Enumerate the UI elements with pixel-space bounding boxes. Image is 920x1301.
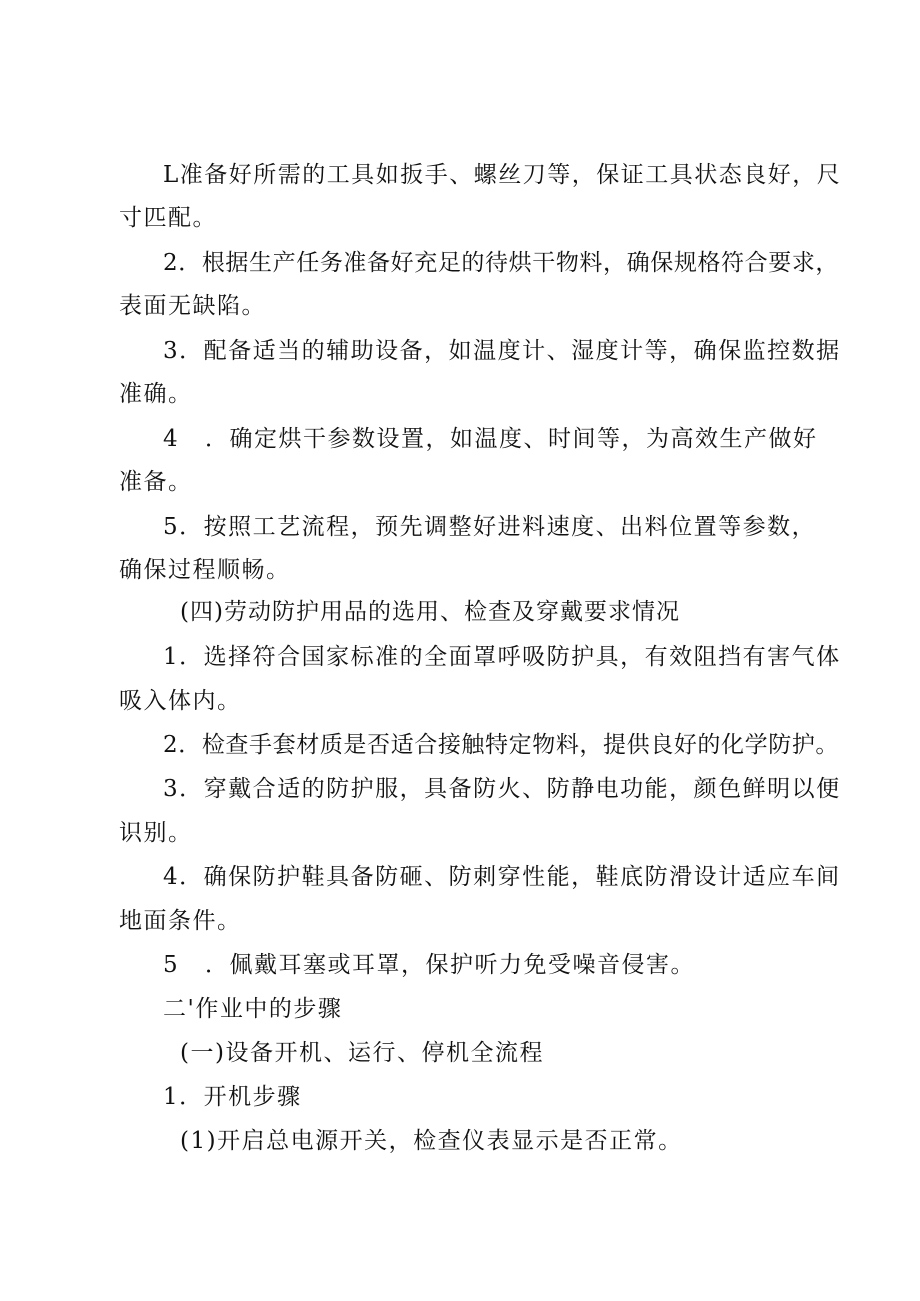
paragraph-line: 准备。 (119, 469, 193, 495)
paragraph-line: 1．开机步骤 (163, 1084, 302, 1110)
paragraph-line: 准确。 (119, 381, 193, 407)
paragraph-number: 4 (163, 426, 180, 452)
paragraph-line: 寸匹配。 (119, 205, 217, 231)
paragraph-line: 识别。 (119, 820, 193, 846)
paragraph-line: 表面无缺陷。 (119, 293, 266, 319)
paragraph-line: 确保过程顺畅。 (119, 557, 291, 583)
paragraph-line: 2．检查手套材质是否适合接触特定物料，提供良好的化学防护。 (163, 732, 840, 758)
section-heading: (四)劳动防护用品的选用、检查及穿戴要求情况 (180, 599, 680, 625)
paragraph-line: 1．选择符合国家标准的全面罩呼吸防护具，有效阻挡有害气体 (163, 644, 841, 670)
paragraph-line: 3．配备适当的辅助设备，如温度计、湿度计等，确保监控数据 (163, 338, 841, 364)
paragraph-line: 5．按照工艺流程，预先调整好进料速度、出料位置等参数， (163, 514, 817, 540)
subsection-heading: (一)设备开机、运行、停机全流程 (180, 1040, 544, 1066)
paragraph-line: 地面条件。 (119, 908, 242, 934)
paragraph-line: 吸入体内。 (119, 688, 242, 714)
paragraph-line: 2．根据生产任务准备好充足的待烘干物料，确保规格符合要求， (163, 250, 840, 276)
section-heading: 二'作业中的步骤 (163, 996, 343, 1022)
paragraph-number: 5 (163, 952, 180, 978)
paragraph-line: ．佩戴耳塞或耳罩，保护听力免受噪音侵害。 (205, 952, 695, 978)
paragraph-line: ．确定烘干参数设置，如温度、时间等，为高效生产做好 (205, 426, 818, 452)
paragraph-line: 4．确保防护鞋具备防砸、防刺穿性能，鞋底防滑设计适应车间 (163, 864, 841, 890)
paragraph-line: 3．穿戴合适的防护服，具备防火、防静电功能，颜色鲜明以便 (163, 776, 841, 802)
paragraph-line: (1)开启总电源开关，检查仪表显示是否正常。 (180, 1128, 683, 1154)
paragraph-line: L准备好所需的工具如扳手、螺丝刀等，保证工具状态良好，尺 (163, 162, 842, 188)
